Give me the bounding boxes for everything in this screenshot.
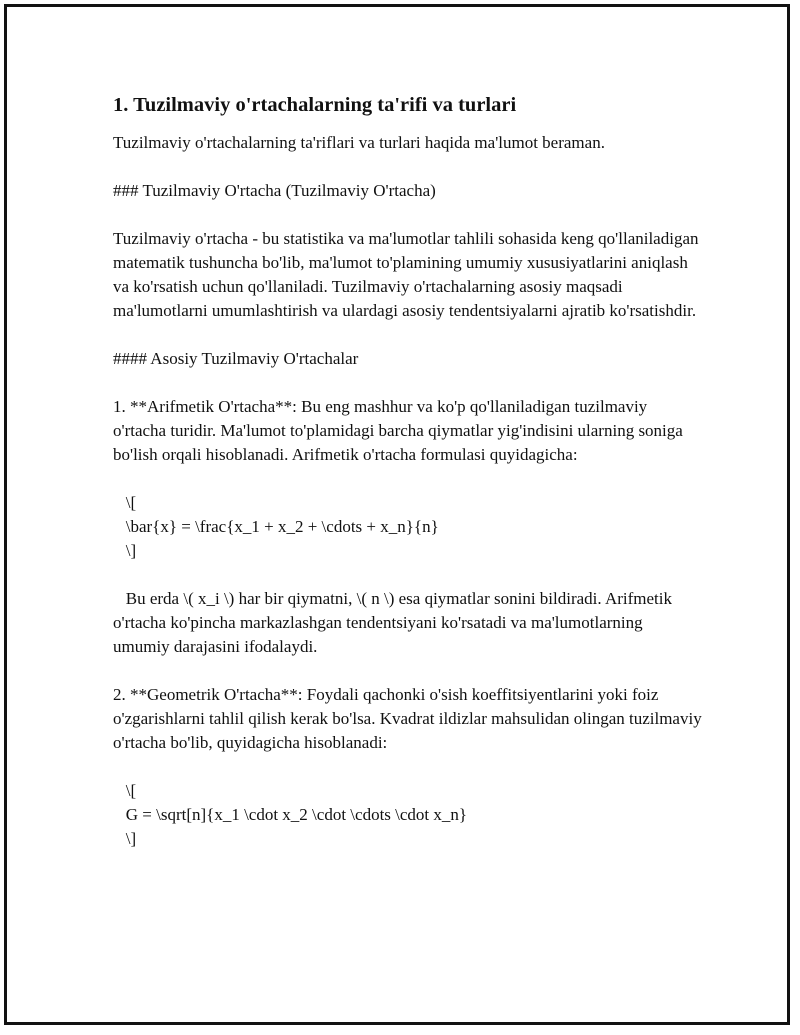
formula-arithmetic-mean: \[ \bar{x} = \frac{x_1 + x_2 + \cdots + x_n}{n} \] [125,493,439,560]
subheading-h4: #### Asosiy Tuzilmaviy O'rtachalar [113,349,359,368]
document-body [113,90,706,875]
section-heading: 1. Tuzilmaviy o'rtachalarning ta'rifi va turlari [113,94,517,116]
subheading-h3: ### Tuzilmaviy O'rtacha (Tuzilmaviy O'rtacha) [113,181,436,200]
intro-paragraph: Tuzilmaviy o'rtachalarning ta'riflari va turlari haqida ma'lumot beraman. [113,133,605,152]
formula-geometric-mean: \[ G = \sqrt[n]{x_1 \cdot x_2 \cdot \cdots \cdot x_n} \] [125,781,468,848]
arithmetic-mean-note: Bu erda \( x_i \) har bir qiymatni, \( n \) esa qiymatlar sonini bildiradi. Arifmetik o'rtacha ko'pincha markazlashgan tendentsiyani ko'rsatadi va ma'lumotlarning umumiy darajasini ifodalaydi. [113,589,677,656]
definition-paragraph: Tuzilmaviy o'rtacha - bu statistika va ma'lumotlar tahlili sohasida keng qo'llaniladigan matematik tushuncha bo'lib, ma'lumot to'plamining umumiy xususiyatlarini aniqlash va ko'rsatish uchun qo'llaniladi. Tuzilmaviy o'rtachalarning asosiy maqsadi ma'lumotlarni umumlashtirish va ulardagi asosiy tendentsiyalarni ajratib ko'rsatishdir. [113,229,703,320]
list-item-geometric-mean: 2. **Geometrik O'rtacha**: Foydali qachonki o'sish koeffitsiyentlarini yoki foiz o'zgarishlarni tahlil qilish kerak bo'lsa. Kvadrat ildizlar mahsulidan olingan tuzilmaviy o'rtacha bo'lib, quyidagicha hisoblanadi: [113,685,706,752]
list-item-arithmetic-mean: 1. **Arifmetik O'rtacha**: Bu eng mashhur va ko'p qo'llaniladigan tuzilmaviy o'rtacha turidir. Ma'lumot to'plamidagi barcha qiymatlar yig'indisini ularning soniga bo'lish orqali hisoblanadi. Arifmetik o'rtacha formulasi quyidagicha: [113,397,688,464]
